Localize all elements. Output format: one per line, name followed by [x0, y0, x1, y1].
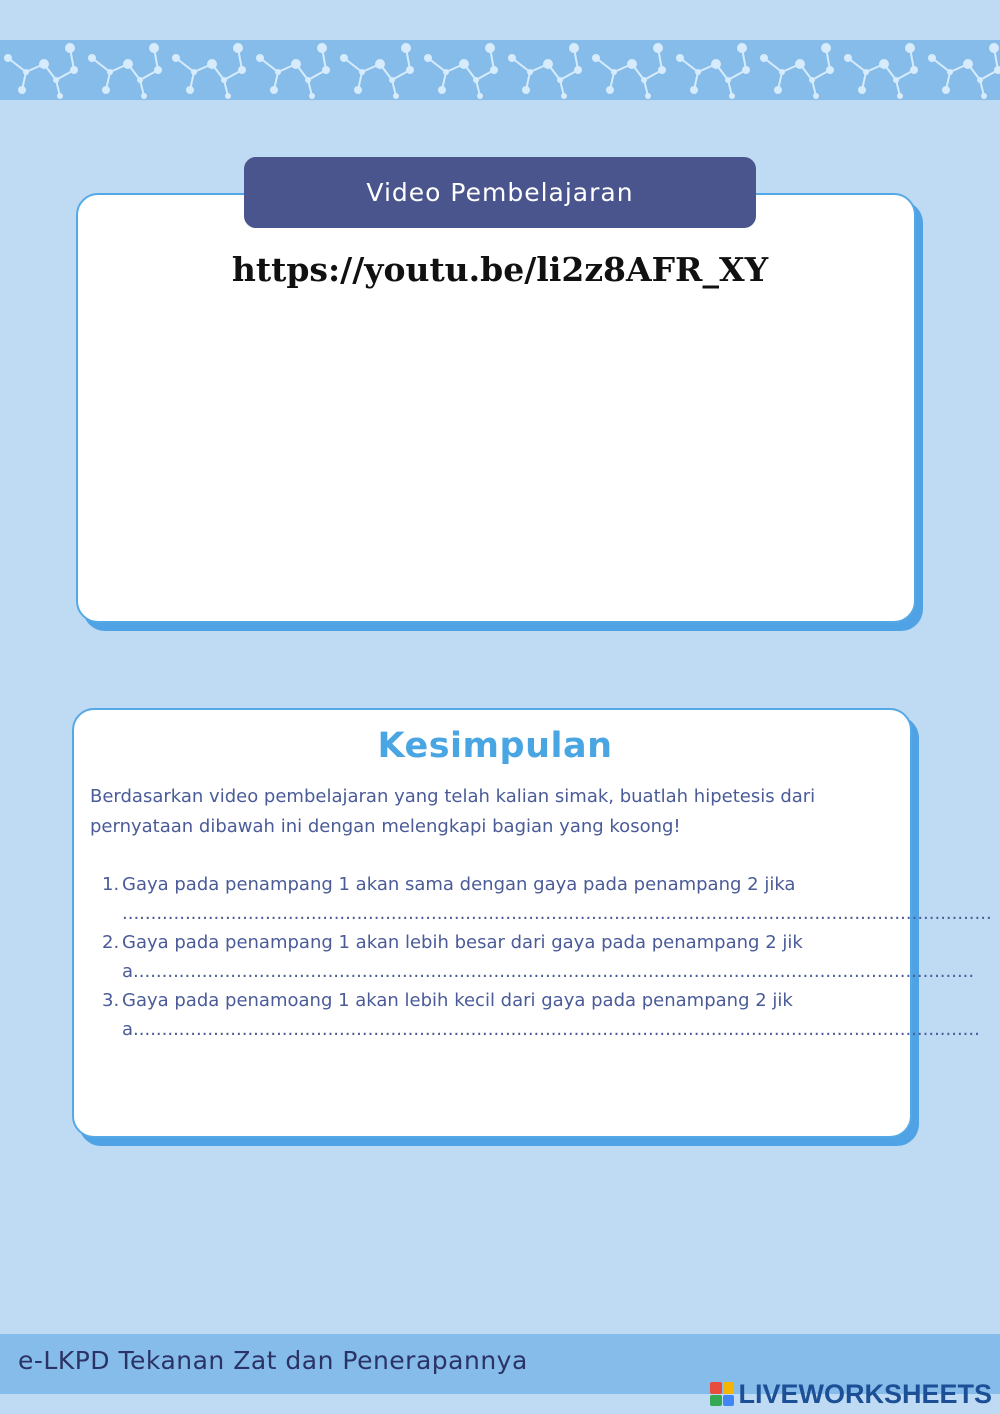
question-number: 1.	[102, 874, 120, 895]
logo-square-red	[710, 1382, 722, 1394]
question-item[interactable]	[102, 928, 975, 986]
video-section-tab: Video Pembelajaran	[244, 157, 756, 228]
question-number: 3.	[102, 990, 120, 1011]
logo-square-yellow	[723, 1382, 735, 1394]
question-number: 2.	[102, 932, 120, 953]
logo-square-green	[710, 1395, 722, 1407]
question-text: Gaya pada penamoang 1 akan lebih kecil dari gaya pada penampang 2 jika....................................................................................................................................................	[122, 990, 980, 1040]
question-item[interactable]	[102, 986, 980, 1044]
liveworksheets-logo-icon	[710, 1382, 734, 1406]
question-item[interactable]	[102, 870, 992, 928]
video-url-link[interactable]: https://youtu.be/li2z8AFR_XY	[231, 250, 769, 289]
molecule-pattern-icon	[0, 40, 1000, 100]
footer-title: e-LKPD Tekanan Zat dan Penerapannya	[18, 1346, 528, 1375]
question-list	[102, 870, 992, 1044]
logo-square-blue	[723, 1395, 735, 1407]
liveworksheets-brand[interactable]	[710, 1378, 992, 1410]
brand-name: LIVEWORKSHEETS	[738, 1378, 992, 1409]
top-decorative-band	[0, 40, 1000, 100]
summary-instructions: Berdasarkan video pembelajaran yang telah kalian simak, buatlah hipetesis dari pernyataan dibawah ini dengan melengkapi bagian yang kosong!	[90, 786, 816, 837]
question-text: Gaya pada penampang 1 akan lebih besar dari gaya pada penampang 2 jika...................................................................................................................................................	[122, 932, 975, 982]
question-text: Gaya pada penampang 1 akan sama dengan gaya pada penampang 2 jika ........................................................................................................................................................	[122, 874, 992, 924]
summary-title: Kesimpulan	[377, 726, 613, 766]
